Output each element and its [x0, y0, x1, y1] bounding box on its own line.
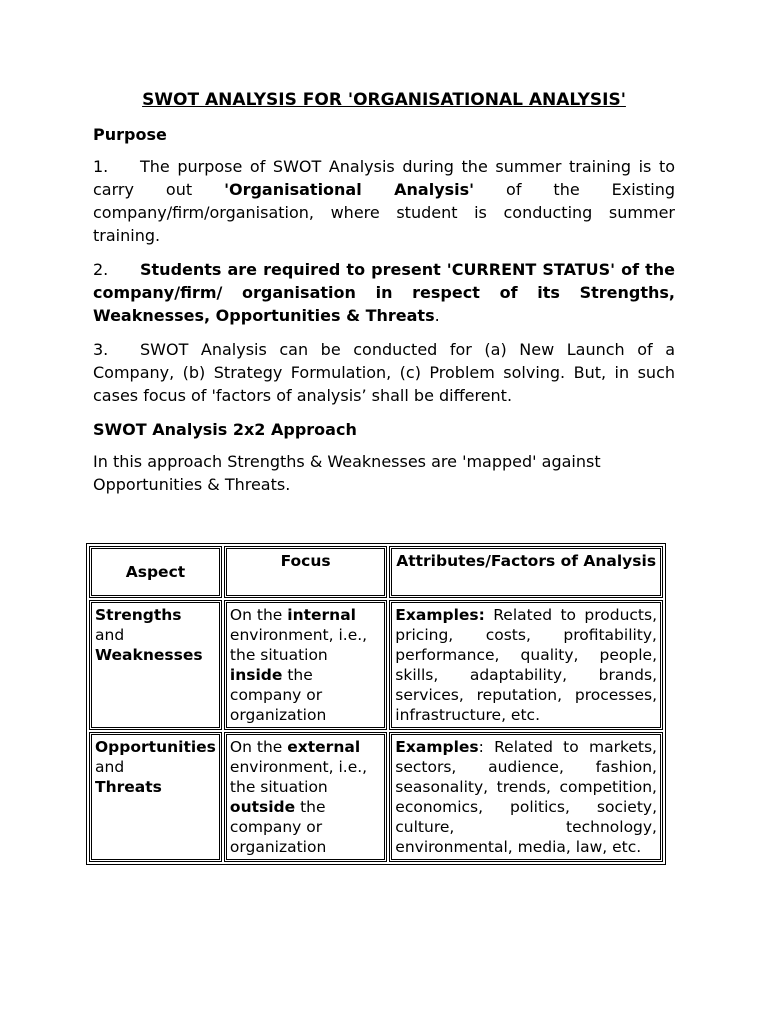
paragraph-1-text: The purpose of SWOT Analysis during the summer training is to carry out [93, 157, 675, 199]
paragraph-2 [93, 258, 675, 327]
paragraph-3-number: 3. [93, 340, 109, 359]
paragraph-3 [93, 338, 675, 407]
header-aspect: Aspect [89, 546, 222, 598]
approach-text: In this approach Strengths & Weaknesses are 'mapped' against Opportunities & Threats. [93, 452, 601, 494]
paragraph-2-tail: . [434, 306, 440, 325]
table-row [89, 732, 663, 862]
aspect-cell: Opportunities and Threats [89, 732, 222, 862]
purpose-heading: Purpose [93, 125, 167, 144]
attributes-cell: Examples: Related to products, pricing, costs, profitability, performance, quality, people, skills, adaptability, brands, services, reputation, processes, infrastructure, etc. [389, 600, 663, 730]
aspect-cell: Strengths and Weaknesses [89, 600, 222, 730]
focus-cell: On the external environment, i.e., the situation outside the company or organization [224, 732, 387, 862]
document-page [93, 88, 675, 507]
paragraph-2-number: 2. [93, 260, 109, 279]
approach-heading: SWOT Analysis 2x2 Approach [93, 420, 357, 439]
swot-table [86, 543, 666, 865]
table-row [89, 600, 663, 730]
paragraph-1-tail: of the Existing company/firm/organisation, where student is conducting summer training. [93, 180, 676, 245]
header-focus: Focus [224, 546, 387, 598]
attributes-cell: Examples: Related to markets, sectors, audience, fashion, seasonality, trends, competition, economics, politics, society, culture, technology, environmental, media, law, etc. [389, 732, 663, 862]
header-attributes: Attributes/Factors of Analysis [389, 546, 663, 598]
paragraph-1-number: 1. [93, 157, 109, 176]
paragraph-3-text: SWOT Analysis can be conducted for (a) New Launch of a Company, (b) Strategy Formulation, (c) Problem solving. But, in such cases focus of 'factors of analysis’ shall be different. [93, 340, 675, 405]
table-header-row [89, 546, 663, 598]
focus-cell: On the internal environment, i.e., the situation inside the company or organization [224, 600, 387, 730]
paragraph-2-bold: Students are required to present 'CURRENT STATUS' of the company/firm/ organisation in respect of its Strengths, Weaknesses, Opportunities & Threats [93, 260, 675, 325]
paragraph-1 [93, 155, 675, 247]
paragraph-1-bold: 'Organisational Analysis' [224, 180, 475, 199]
document-title: SWOT ANALYSIS FOR 'ORGANISATIONAL ANALYSIS' [142, 90, 626, 110]
